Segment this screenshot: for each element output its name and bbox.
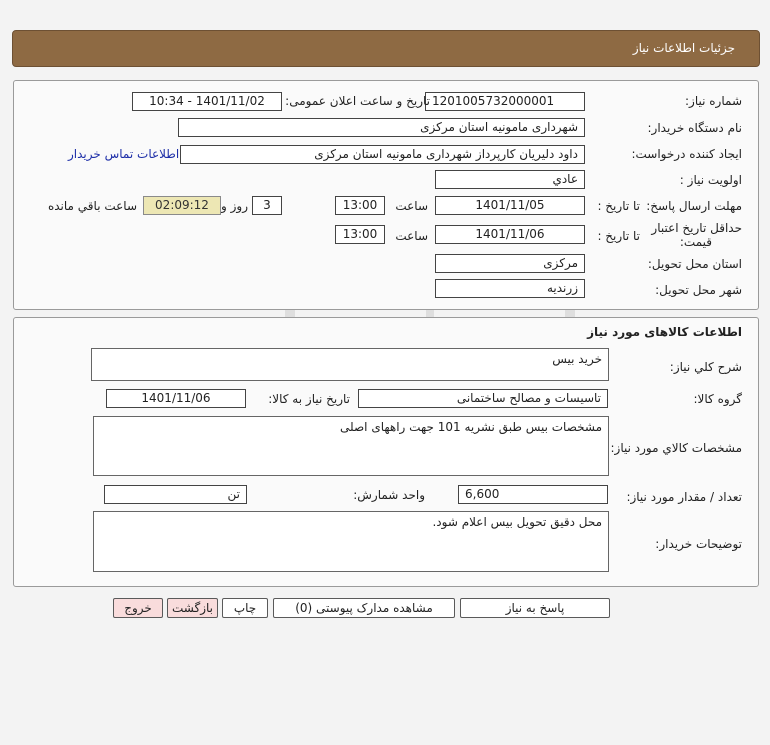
need-info-panel (13, 80, 759, 310)
buyer-notes-label: توضیحات خریدار: (655, 537, 742, 551)
validity-time-field: 13:00 (335, 225, 385, 244)
buyer-contact-link[interactable]: اطلاعات تماس خریدار (68, 147, 180, 161)
goods-group-field: تاسیسات و مصالح ساختمانی (358, 389, 608, 408)
delivery-city-label: شهر محل تحویل: (655, 283, 742, 297)
print-button[interactable]: چاپ (222, 598, 268, 618)
remaining-time-field: 02:09:12 (143, 196, 221, 215)
reply-time-label: ساعت (395, 199, 428, 213)
delivery-province-label: استان محل تحویل: (647, 257, 742, 271)
exit-button[interactable]: خروج (113, 598, 163, 618)
remaining-time-label: ساعت باقي مانده (47, 199, 137, 213)
delivery-city-field: زرندیه (435, 279, 585, 298)
page-title: جزئیات اطلاعات نیاز (632, 41, 735, 55)
general-desc-label: شرح کلي نیاز: (669, 360, 742, 374)
validity-to-date-label: تا تاریخ : (597, 229, 640, 243)
need-date-field: 1401/11/06 (106, 389, 246, 408)
reply-time-field: 13:00 (335, 196, 385, 215)
price-validity-label-line1: حداقل تاریخ اعتبار (651, 221, 742, 235)
need-number-field: 1201005732000001 (425, 92, 585, 111)
priority-label: اولویت نیاز : (679, 173, 742, 187)
validity-date-field: 1401/11/06 (435, 225, 585, 244)
specs-label: مشخصات کالاي مورد نیاز: (610, 441, 742, 455)
validity-time-label: ساعت (395, 229, 428, 243)
reply-date-field: 1401/11/05 (435, 196, 585, 215)
need-number-label: شماره نیاز: (685, 94, 742, 108)
announce-datetime-label: تاریخ و ساعت اعلان عمومی: (285, 94, 430, 108)
buyer-org-label: نام دستگاه خریدار: (647, 121, 742, 135)
reply-deadline-label: مهلت ارسال پاسخ: (646, 199, 742, 213)
remaining-days-field: 3 (252, 196, 282, 215)
back-button[interactable]: بازگشت (167, 598, 218, 618)
page-header (12, 30, 760, 67)
goods-group-label: گروه کالا: (693, 392, 742, 406)
quantity-label: تعداد / مقدار مورد نیاز: (626, 490, 742, 504)
delivery-province-field: مرکزی (435, 254, 585, 273)
unit-label: واحد شمارش: (353, 488, 425, 502)
announce-datetime-field: 1401/11/02 - 10:34 (132, 92, 282, 111)
reply-to-date-label: تا تاریخ : (597, 199, 640, 213)
requester-field: داود دلیریان کارپرداز شهرداری مامونیه استان مرکزی (180, 145, 585, 164)
goods-section-title: اطلاعات کالاهای مورد نیاز (587, 325, 742, 339)
reply-button[interactable]: پاسخ به نیاز (460, 598, 610, 618)
days-and-label: روز و (221, 199, 248, 213)
view-attachments-button[interactable]: مشاهده مدارک پیوستی (0) (273, 598, 455, 618)
need-date-label: تاریخ نیاز به کالا: (268, 392, 350, 406)
buyer-org-field: شهرداری مامونیه استان مرکزی (178, 118, 585, 137)
requester-label: ایجاد کننده درخواست: (631, 147, 742, 161)
specs-field: مشخصات بیس طبق نشریه 101 جهت راههای اصلی (93, 416, 609, 476)
quantity-field: 6,600 (458, 485, 608, 504)
buyer-notes-field: محل دقیق تحویل بیس اعلام شود. (93, 511, 609, 572)
general-desc-field: خرید بیس (91, 348, 609, 381)
priority-field: عادي (435, 170, 585, 189)
unit-field: تن (104, 485, 247, 504)
price-validity-label-line2: قیمت: (679, 235, 712, 249)
